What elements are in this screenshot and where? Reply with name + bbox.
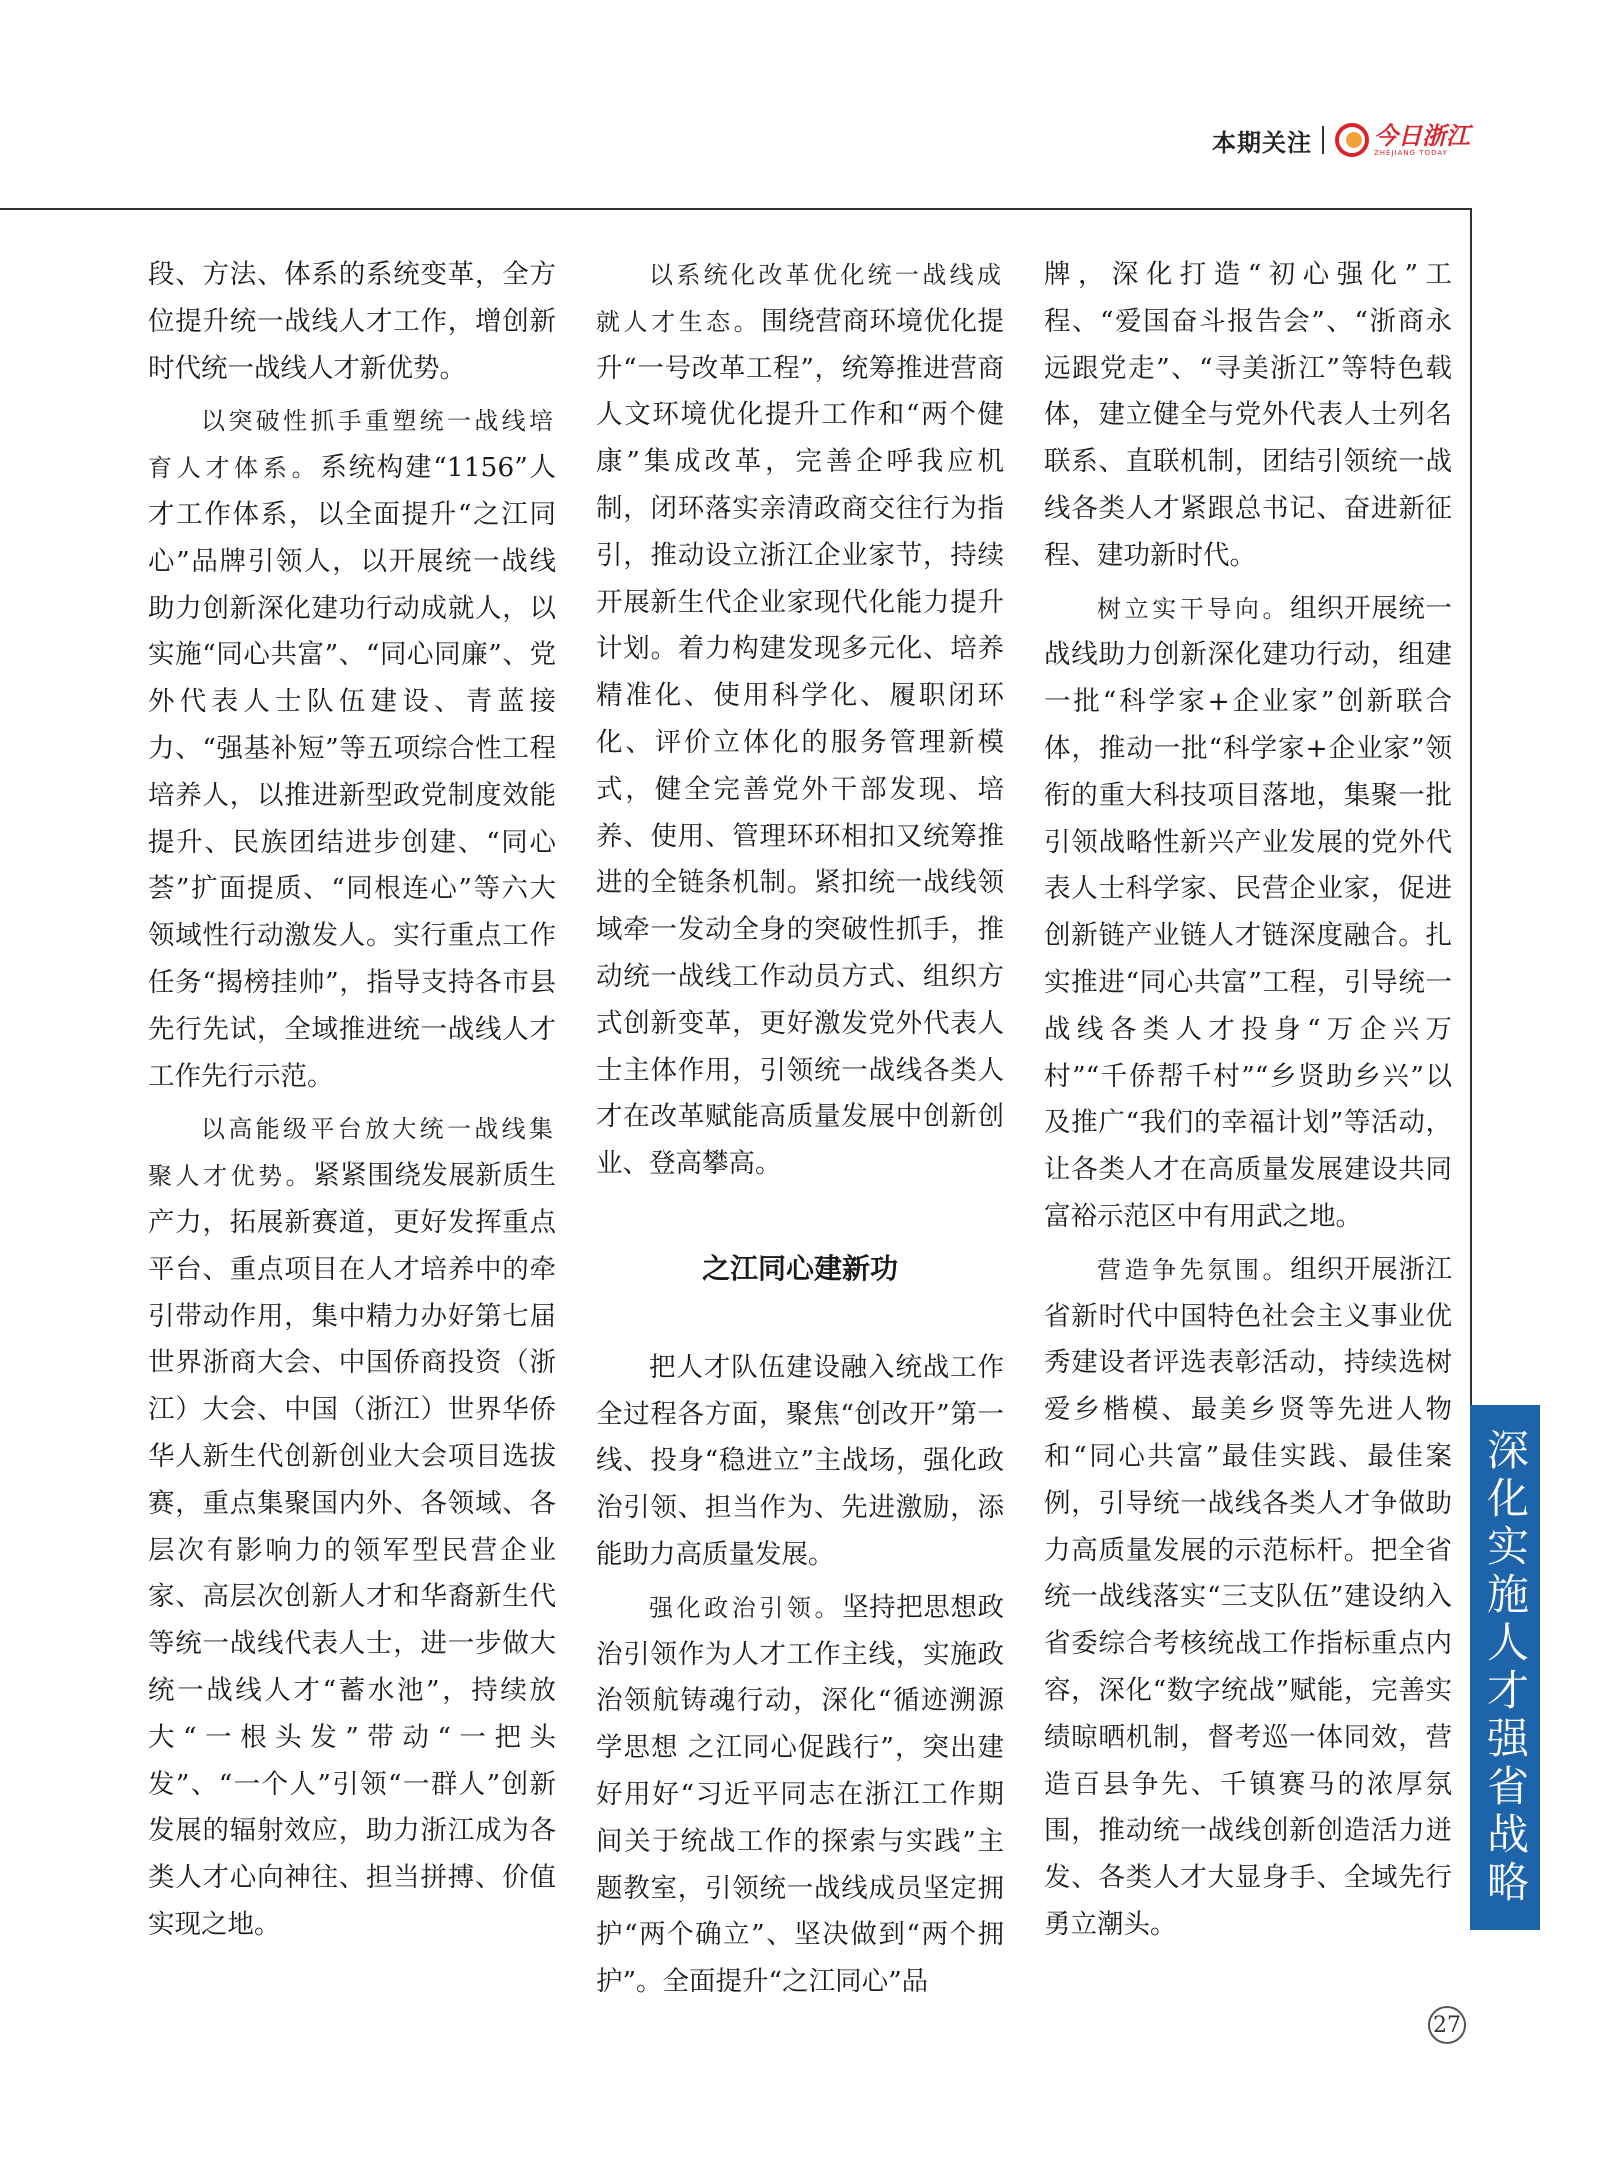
top-rule	[0, 208, 1470, 210]
logo-english-text: ZHEJIANG TODAY	[1374, 148, 1448, 157]
text-column-3	[1044, 252, 1452, 1949]
paragraph-body: 坚持把思想政治引领作为人才工作主线，实施政治领航铸魂行动，深化“循迹溯源学思想 之江同心促践行”，突出建好用好“习近平同志在浙江工作期间关于统战工作的探索与实践”主题教室，引领统一战线成员坚定拥护“两个确立”、坚决做到“两个拥护”。全面提升“之江同心”品	[596, 1591, 1005, 1998]
side-tab-label: 深化实施人才强省战略	[1481, 1427, 1530, 1908]
page-header	[1212, 120, 1470, 160]
paragraph: 段、方法、体系的系统变革，全方位提升统一战线人才工作，增创新时代统一战线人才新优势。	[148, 259, 556, 384]
paragraph-body: 组织开展浙江省新时代中国特色社会主义事业优秀建设者评选表彰活动，持续选树爱乡楷模、最美乡贤等先进人物和“同心共富”最佳实践、最佳案例，引导统一战线各类人才争做助力高质量发展的示范标杆。把全省统一战线落实“三支队伍”建设纳入省委综合考核统战工作指标重点内容，深化“数字统战”赋能，完善实绩晾晒机制，督考巡一体同效，营造百县争先、千镇赛马的浓厚氛围，推动统一战线创新创造活力迸发、各类人才大显身手、全域先行勇立潮头。	[1044, 1253, 1453, 1940]
right-rule	[1470, 208, 1472, 1418]
paragraph	[1044, 586, 1452, 1241]
paragraph-lead: 以突破性抓手重塑统一战线培育人才体系。	[148, 407, 556, 483]
paragraph	[596, 1585, 1004, 2006]
magazine-logo	[1334, 122, 1470, 158]
page-number: 27	[1428, 2006, 1466, 2044]
paragraph	[1044, 1247, 1452, 1949]
side-section-tab	[1470, 1405, 1540, 1930]
paragraph-lead: 以高能级平台放大统一战线集聚人才优势。	[148, 1115, 556, 1191]
section-subheading: 之江同心建新功	[701, 1251, 898, 1285]
paragraph	[148, 398, 556, 1100]
paragraph-body: 系统构建“1156”人才工作体系，以全面提升“之江同心”品牌引领人，以开展统一战线助力创新深化建功行动成就人，以实施“同心共富”、“同心同廉”、党外代表人士队伍建设、青蓝接力、“强基补短”等五项综合性工程培养人，以推进新型政党制度效能提升、民族团结进步创建、“同心荟”扩面提质、“同根连心”等六大领域性行动激发人。实行重点工作任务“揭榜挂帅”，指导支持各市县先行先试，全域推进统一战线人才工作先行示范。	[148, 452, 556, 1092]
header-divider	[1322, 126, 1324, 154]
paragraph-lead: 营造争先氛围。	[1097, 1255, 1291, 1284]
logo-chinese-text: 今日浙江	[1374, 121, 1470, 150]
paragraph-body: 组织开展统一战线助力创新深化建功行动，组建一批“科学家+企业家”创新联合体，推动一批“科学家+企业家”领衔的重大科技项目落地，集聚一批引领战略性新兴产业发展的党外代表人士科学家、民营企业家，促进创新链产业链人才链深度融合。扎实推进“同心共富”工程，引导统一战线各类人才投身“万企兴万村”“千侨帮千村”“乡贤助乡兴”以及推广“我们的幸福计划”等活动，让各类人才在高质量发展建设共同富裕示范区中有用武之地。	[1044, 592, 1453, 1232]
paragraph-lead: 强化政治引领。	[649, 1593, 843, 1622]
paragraph	[596, 252, 1004, 1188]
paragraph-body: 紧紧围绕发展新质生产力，拓展新赛道，更好发挥重点平台、重点项目在人才培养中的牵引带动作用，集中精力办好第七届世界浙商大会、中国侨商投资（浙江）大会、中国（浙江）世界华侨华人新生代创新创业大会项目选拔赛，重点集聚国内外、各领域、各层次有影响力的领军型民营企业家、高层次创新人才和华裔新生代等统一战线代表人士，进一步做大统一战线人才“蓄水池”，持续放大“一根头发”带动“一把头发”、“一个人”引领“一群人”创新发展的辐射效应，助力浙江成为各类人才心向神往、担当拼搏、价值实现之地。	[148, 1160, 557, 1940]
paragraph: 牌，深化打造“初心强化”工程、“爱国奋斗报告会”、“浙商永远跟党走”、“寻美浙江”等特色载体，建立健全与党外代表人士列名联系、直联机制，团结引领统一战线各类人才紧跟总书记、奋进新征程、建功新时代。	[1044, 259, 1452, 571]
paragraph: 把人才队伍建设融入统战工作全过程各方面，聚焦“创改开”第一线、投身“稳进立”主战场，强化政治引领、担当作为、先进激励，添能助力高质量发展。	[596, 1351, 1004, 1570]
paragraph	[148, 1106, 556, 1948]
text-column-2	[596, 252, 1004, 2006]
text-column-1	[148, 252, 556, 1949]
paragraph-body: 围绕营商环境优化提升“一号改革工程”，统筹推进营商人文环境优化提升工作和“两个健康”集成改革，完善企呼我应机制，闭环落实亲清政商交往行为指引，推动设立浙江企业家节，持续开展新生代企业家现代化能力提升计划。着力构建发现多元化、培养精准化、使用科学化、履职闭环化、评价立体化的服务管理新模式，健全完善党外干部发现、培养、使用、管理环环相扣又统筹推进的全链条机制。紧扣统一战线领域牵一发动全身的突破性抓手，推动统一战线工作动员方式、组织方式创新变革，更好激发党外代表人士主体作用，引领统一战线各类人才在改革赋能高质量发展中创新创业、登高攀高。	[596, 305, 1005, 1180]
paragraph-lead: 树立实干导向。	[1097, 594, 1291, 623]
section-label: 本期关注	[1212, 128, 1312, 157]
logo-mark-icon	[1334, 122, 1370, 158]
paragraph-lead: 以系统化改革优化统一战线成就人才生态。	[596, 261, 1004, 336]
